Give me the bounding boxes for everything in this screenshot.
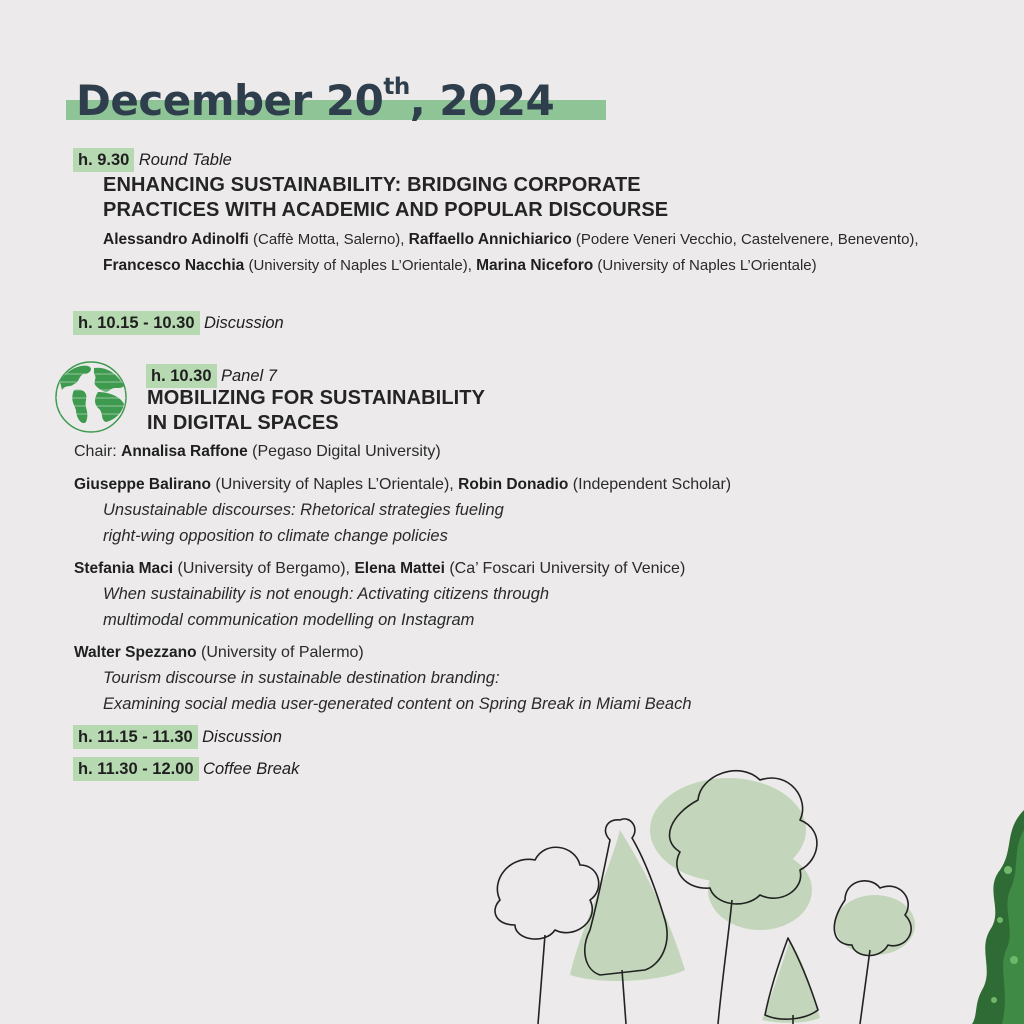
author-name: Walter Spezzano xyxy=(74,644,197,661)
session-1-title xyxy=(103,173,668,223)
talk-title-line: right-wing opposition to climate change policies xyxy=(103,527,448,545)
speaker-name: Francesco Nacchia xyxy=(103,257,245,274)
time-badge: h. 10.30 xyxy=(146,364,217,388)
speaker-affiliation: (Caffè Motta, Salerno), xyxy=(248,231,409,248)
session-type: Discussion xyxy=(203,314,284,332)
session-1-header xyxy=(73,148,232,172)
session-1-speakers xyxy=(103,227,923,279)
session-2-title xyxy=(147,386,485,436)
speaker-affiliation: (University of Naples L’Orientale), xyxy=(244,257,477,274)
page-title xyxy=(76,76,554,125)
speaker-name: Raffaello Annichiarico xyxy=(408,231,572,248)
session-type: Panel 7 xyxy=(221,367,277,385)
title-line: ENHANCING SUSTAINABILITY: BRIDGING CORPORATE xyxy=(103,174,641,196)
coffee-break xyxy=(73,757,299,781)
chair-name: Annalisa Raffone xyxy=(121,443,248,460)
author-affiliation: (University of Naples L’Orientale), xyxy=(210,476,459,493)
time-badge: h. 9.30 xyxy=(73,148,134,172)
talk-1-authors xyxy=(74,472,731,498)
session-type: Coffee Break xyxy=(203,760,300,778)
talk-3-title xyxy=(103,665,692,717)
author-affiliation: (Ca’ Foscari University of Venice) xyxy=(444,560,686,577)
talk-title-line: Examining social media user-generated content on Spring Break in Miami Beach xyxy=(103,695,692,713)
talk-2-title xyxy=(103,581,549,633)
chair-affiliation: (Pegaso Digital University) xyxy=(247,443,441,460)
discussion-2 xyxy=(73,725,282,749)
title-date: December 20 xyxy=(76,76,384,125)
author-name: Stefania Maci xyxy=(74,560,174,577)
session-2-header xyxy=(146,364,277,388)
author-affiliation: (University of Bergamo), xyxy=(173,560,355,577)
talk-title-line: multimodal communication modelling on Instagram xyxy=(103,611,475,629)
speaker-affiliation: (Podere Veneri Vecchio, Castelvenere, Benevento), xyxy=(571,231,919,248)
author-affiliation: (Independent Scholar) xyxy=(568,476,732,493)
talk-2-authors xyxy=(74,556,685,582)
title-line: IN DIGITAL SPACES xyxy=(147,412,339,434)
author-name: Elena Mattei xyxy=(354,560,445,577)
speaker-name: Marina Niceforo xyxy=(476,257,594,274)
session-type: Discussion xyxy=(202,728,282,746)
talk-title-line: Unsustainable discourses: Rhetorical strategies fueling xyxy=(103,501,504,519)
title-year: , 2024 xyxy=(409,76,555,125)
discussion-1 xyxy=(73,311,284,335)
chair-line xyxy=(74,439,441,465)
globe-icon xyxy=(54,360,128,434)
author-affiliation: (University of Palermo) xyxy=(196,644,364,661)
talk-3-authors xyxy=(74,640,364,666)
title-line: PRACTICES WITH ACADEMIC AND POPULAR DISCOURSE xyxy=(103,199,669,221)
trees-illustration xyxy=(460,760,920,1024)
time-badge: h. 11.30 - 12.00 xyxy=(73,757,199,781)
talk-title-line: Tourism discourse in sustainable destination branding: xyxy=(103,669,500,687)
moss-decoration xyxy=(964,810,1024,1024)
time-badge: h. 10.15 - 10.30 xyxy=(73,311,200,335)
title-ordinal: th xyxy=(383,74,410,100)
time-badge: h. 11.15 - 11.30 xyxy=(73,725,198,749)
title-line: MOBILIZING FOR SUSTAINABILITY xyxy=(147,387,486,409)
speaker-name: Alessandro Adinolfi xyxy=(103,231,249,248)
chair-label: Chair: xyxy=(74,443,122,460)
speaker-affiliation: (University of Naples L’Orientale) xyxy=(593,257,817,274)
author-name: Giuseppe Balirano xyxy=(74,476,211,493)
session-type: Round Table xyxy=(138,151,232,169)
talk-1-title xyxy=(103,497,504,549)
author-name: Robin Donadio xyxy=(458,476,569,493)
talk-title-line: When sustainability is not enough: Activating citizens through xyxy=(103,585,550,603)
